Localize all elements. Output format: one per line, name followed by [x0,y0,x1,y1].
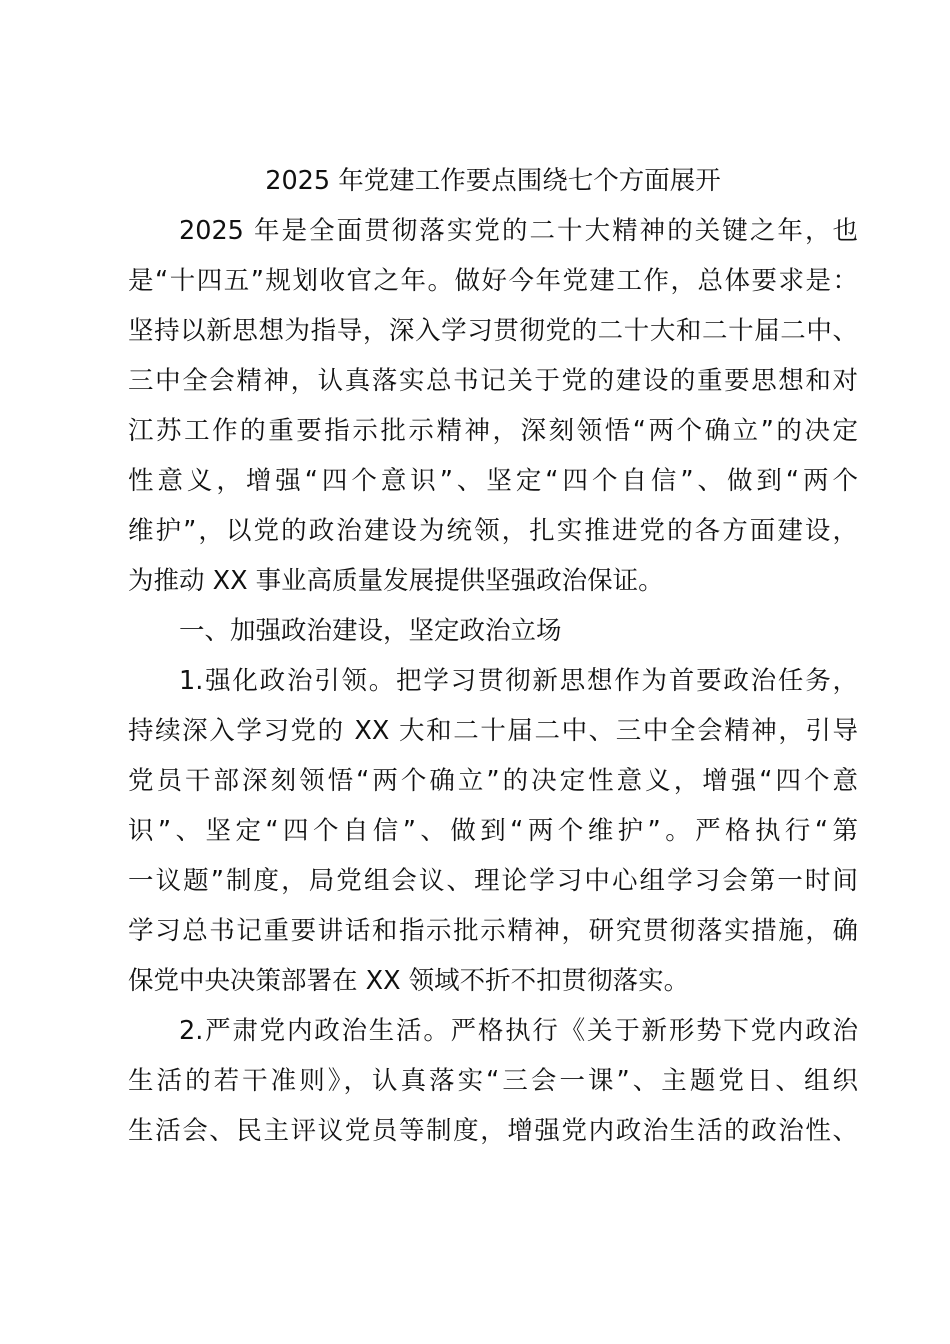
text-line: 学习总书记重要讲话和指示批示精神，研究贯彻落实措施，确 [128,916,858,946]
text-line: 是“十四五”规划收官之年。做好今年党建工作，总体要求是： [128,266,858,296]
text-line: 2.严肃党内政治生活。严格执行《关于新形势下党内政治 [179,1016,858,1046]
text-line: 维护”，以党的政治建设为统领，扎实推进党的各方面建设， [128,516,858,546]
text-line: 生活的若干准则》，认真落实“三会一课”、主题党日、组织 [128,1066,858,1096]
document-body [128,156,858,1156]
document-title: 2025 年党建工作要点围绕七个方面展开 [265,166,721,196]
text-line: 为推动 XX 事业高质量发展提供坚强政治保证。 [128,566,664,596]
text-line: 一议题”制度，局党组会议、理论学习中心组学习会第一时间 [128,866,858,896]
intro-paragraph [128,206,858,606]
text-line: 持续深入学习党的 XX 大和二十届二中、三中全会精神，引导 [128,716,858,746]
text-line: 党员干部深刻领悟“两个确立”的决定性意义，增强“四个意 [128,766,858,796]
item-2-paragraph [128,1006,858,1156]
text-line: 生活会、民主评议党员等制度，增强党内政治生活的政治性、 [128,1116,858,1146]
text-line: 坚持以新思想为指导，深入学习贯彻党的二十大和二十届二中、 [128,316,858,346]
item-1-paragraph [128,656,858,1006]
text-line: 三中全会精神，认真落实总书记关于党的建设的重要思想和对 [128,366,858,396]
section-heading: 一、加强政治建设，坚定政治立场 [179,616,562,646]
text-line: 江苏工作的重要指示批示精神，深刻领悟“两个确立”的决定 [128,416,858,446]
text-line: 识”、坚定“四个自信”、做到“两个维护”。严格执行“第 [128,816,858,846]
text-line: 性意义，增强“四个意识”、坚定“四个自信”、做到“两个 [128,466,858,496]
text-line: 2025 年是全面贯彻落实党的二十大精神的关键之年，也 [179,216,858,246]
text-line: 1.强化政治引领。把学习贯彻新思想作为首要政治任务， [179,666,858,696]
text-line: 保党中央决策部署在 XX 领域不折不扣贯彻落实。 [128,966,690,996]
